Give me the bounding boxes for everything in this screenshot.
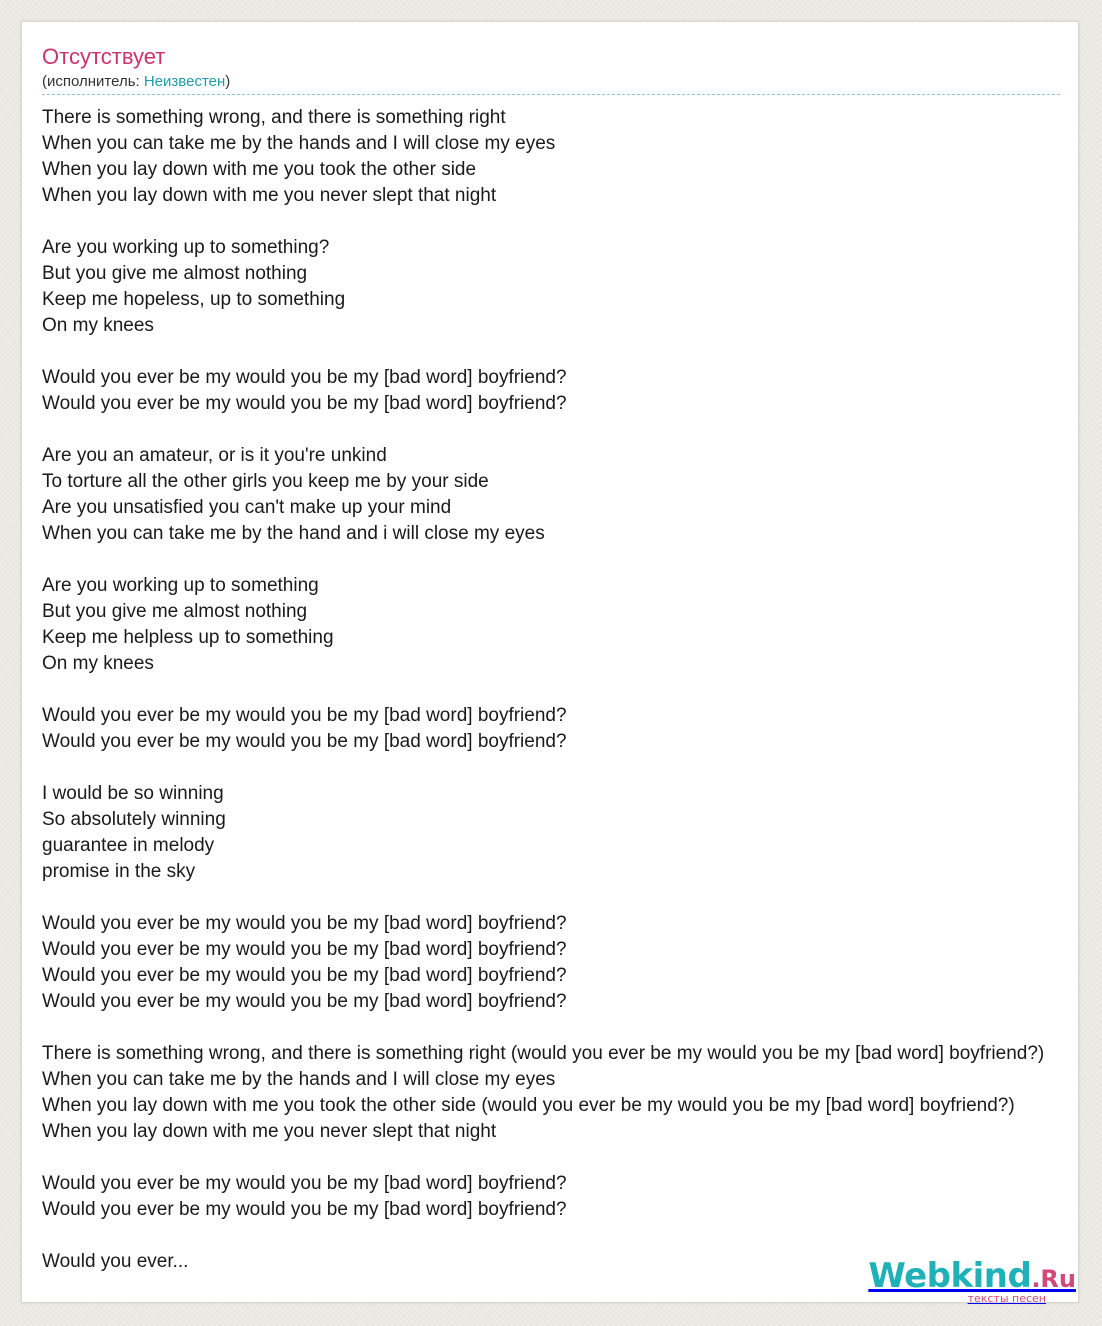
logo-word: Webkind	[868, 1256, 1032, 1296]
song-title: Отсутствует	[42, 44, 166, 69]
logo-tagline: тексты песен	[967, 1292, 1046, 1305]
artist-link[interactable]: Неизвестен	[143, 73, 226, 90]
lyrics-text: There is something wrong, and there is something right When you can take me by the hands and I will close my eyes When you lay down with me you took the other side When you lay down with me you never slept that night Are you working up to something? But you give me almost nothing Keep me hopeless, up to something On my knees Would you ever be my would you be my [bad word] boyfriend? Would you ever be my would you be my [bad word] boyfriend? Are you an amateur, or is it you're unkind To torture all the other girls you keep me by your side Are you unsatisfied you can't make up your mind When you can take me by the hand and i will close my eyes Are you working up to something But you give me almost nothing Keep me helpless up to something On my knees Would you ever be my would you be my [bad word] boyfriend? Would you ever be my would you be my [bad word] boyfriend? I would be so winning So absolutely winning guarantee in melody promise in the sky Would you ever be my would you be my [bad word] boyfriend? Would you ever be my would you be my [bad word] boyfriend? Would you ever be my would you be my [bad word] boyfriend? Would you ever be my would you be my [bad word] boyfriend? There is something wrong, and there is something right (would you ever be my would you be my [bad word] boyfriend?) When you can take me by the hands and I will close my eyes When you lay down with me you took the other side (would you ever be my would you be my [bad word] boyfriend?) When you lay down with me you never slept that night Would you ever be my would you be my [bad word] boyfriend? Would you ever be my would you be my [bad word] boyfriend? Would you ever...	[42, 107, 1045, 1272]
byline-suffix: )	[225, 73, 231, 90]
song-header	[42, 42, 1060, 95]
artist-byline	[42, 73, 230, 91]
byline-prefix: (исполнитель:	[42, 73, 144, 90]
logo-tld: .Ru	[1031, 1265, 1076, 1293]
lyrics-page	[21, 21, 1079, 1303]
site-logo[interactable]	[868, 1258, 1076, 1304]
